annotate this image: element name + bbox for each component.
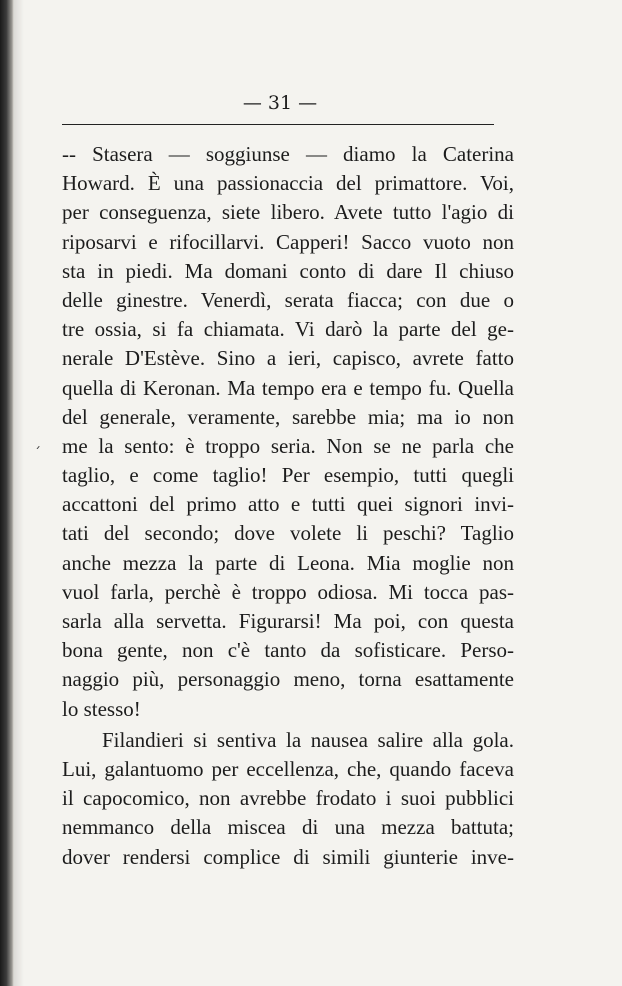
- paragraph-dialogue: [62, 140, 514, 724]
- text-line: -- Stasera — soggiunse — diamo la Caterina: [62, 142, 514, 166]
- text-line: Howard. È una passionaccia del primattore. Voi,: [62, 171, 514, 196]
- text-line: sarla alla servetta. Figurarsi! Ma poi, con questa: [62, 609, 514, 633]
- text-line: anche mezza la parte di Leona. Mia moglie non: [62, 550, 514, 575]
- text-line: accattoni del primo atto e tutti quei signori invi-: [62, 492, 514, 517]
- text-line: riposarvi e rifocillarvi. Capperi! Sacco vuoto non: [62, 229, 514, 254]
- text-line: per conseguenza, siete libero. Avete tutto l'agio di: [62, 200, 514, 225]
- text-line: sta in piedi. Ma domani conto di dare Il chiuso: [62, 258, 514, 283]
- page-gutter-shadow: [14, 0, 24, 986]
- scanned-page-edge: [0, 0, 14, 986]
- text-line: tre ossia, si fa chiamata. Vi darò la parte del ge-: [62, 317, 514, 342]
- text-line: lo stesso!: [62, 696, 141, 721]
- text-line: del generale, veramente, sarebbe mia; ma io non: [62, 404, 514, 429]
- header-rule: [62, 124, 494, 125]
- text-line: Filandieri si sentiva la nausea salire alla gola.: [102, 727, 514, 752]
- text-line: Lui, galantuomo per eccellenza, che, quando faceva: [62, 756, 514, 781]
- page-number: — 31 —: [242, 92, 318, 114]
- text-line: nerale D'Estève. Sino a ieri, capisco, avrete fatto: [62, 346, 514, 371]
- text-line: bona gente, non c'è tanto da sofisticare. Perso-: [62, 638, 514, 663]
- text-line: vuol farla, perchè è troppo odiosa. Mi tocca pas-: [62, 579, 514, 604]
- text-line: delle ginestre. Venerdì, serata fiacca; con due o: [62, 287, 514, 312]
- text-line: me la sento: è troppo seria. Non se ne parla che: [62, 433, 514, 458]
- text-line: naggio più, personaggio meno, torna esattamente: [62, 667, 514, 692]
- text-line: il capocomico, non avrebbe frodato i suoi pubblici: [62, 786, 514, 811]
- text-line: dover rendersi complice di simili giunterie inve-: [62, 844, 514, 869]
- body-text: [62, 140, 514, 872]
- text-line: tati del secondo; dove volete li peschi? Taglio: [62, 521, 514, 546]
- stray-mark: ´: [34, 446, 41, 462]
- text-line: quella di Keronan. Ma tempo era e tempo fu. Quella: [62, 375, 514, 400]
- paragraph-narration: [62, 726, 514, 872]
- text-line: taglio, e come taglio! Per esempio, tutti quegli: [62, 463, 514, 488]
- text-line: nemmanco della miscea di una mezza battuta;: [62, 815, 514, 840]
